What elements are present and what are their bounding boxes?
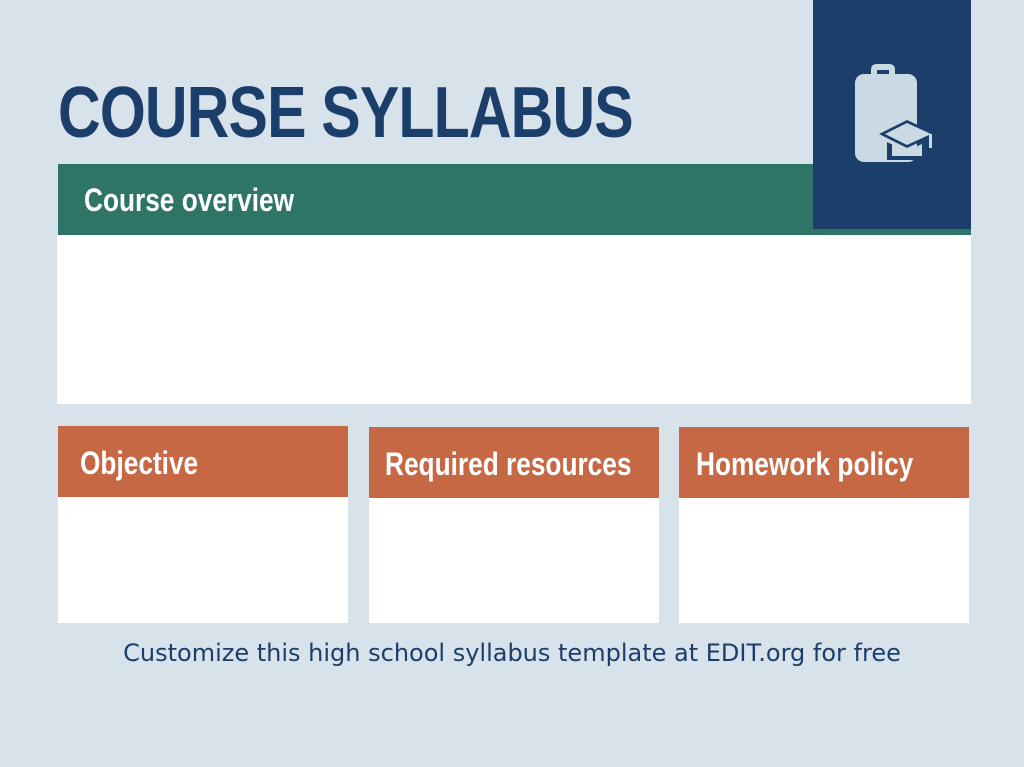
footer-text: Customize this high school syllabus template at EDIT.org for free bbox=[123, 639, 901, 667]
objective-card bbox=[58, 426, 348, 623]
homework-policy-header bbox=[679, 427, 969, 498]
icon-panel bbox=[813, 0, 971, 229]
course-overview-content bbox=[57, 235, 971, 404]
course-overview-label: Course overview bbox=[84, 182, 295, 218]
page-title: COURSE SYLLABUS bbox=[58, 73, 633, 153]
clipboard-graduation-cap-icon bbox=[849, 62, 935, 164]
required-resources-card bbox=[369, 427, 659, 623]
required-resources-label: Required resources bbox=[385, 446, 632, 482]
objective-label: Objective bbox=[80, 445, 199, 481]
homework-policy-card bbox=[679, 427, 969, 623]
required-resources-header bbox=[369, 427, 659, 498]
homework-policy-label: Homework policy bbox=[696, 446, 914, 482]
objective-header bbox=[58, 426, 348, 497]
